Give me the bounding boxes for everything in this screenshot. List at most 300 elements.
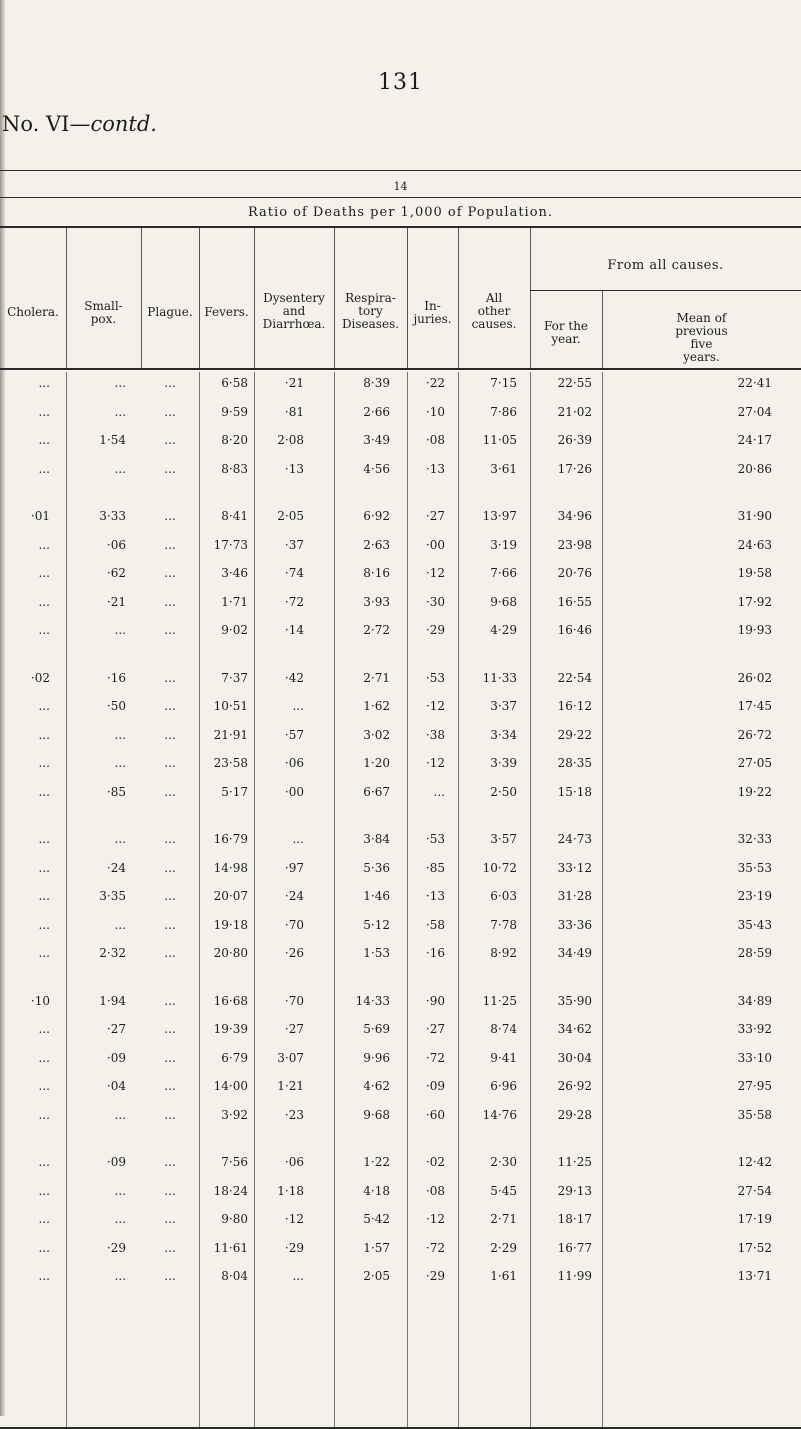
cell-injuries: ·72 [425, 1240, 445, 1255]
header-divider [141, 228, 142, 368]
cell-other-causes: 3·37 [490, 699, 517, 713]
header-injuries-line: In- [424, 299, 441, 313]
cell-fevers: 19·18 [213, 917, 248, 932]
cell-respiratory: 2·71 [363, 670, 390, 685]
cell-dysentery: ·72 [284, 594, 304, 609]
cell-injuries: ·02 [425, 1155, 445, 1169]
cell-dysentery: ·29 [284, 1240, 304, 1255]
header-mean-previous-five-years [602, 312, 801, 364]
cell-other-causes: 2·29 [490, 1240, 517, 1255]
header-for-the-year [530, 320, 602, 346]
cell-for-the-year: 34·62 [557, 1022, 592, 1036]
cell-other-causes: 14·76 [482, 1107, 517, 1122]
cell-dysentery: ·70 [284, 917, 304, 932]
cell-plague: ... [164, 727, 176, 742]
cell-injuries: ·00 [425, 537, 445, 552]
header-injuries [407, 300, 458, 326]
header-divider [407, 228, 408, 368]
table-row [0, 538, 801, 560]
cell-fevers: 6·79 [221, 1050, 248, 1065]
cell-injuries: ·85 [425, 860, 445, 875]
cell-plague: ... [164, 404, 176, 419]
cell-smallpox: 3·33 [99, 509, 126, 523]
cell-cholera: ... [38, 1183, 50, 1198]
cell-plague: ... [164, 1155, 176, 1169]
heading-suffix: —contd. [69, 112, 157, 136]
cell-plague: ... [164, 376, 176, 390]
header-other-line: All [485, 291, 503, 305]
cell-other-causes: 4·29 [490, 623, 517, 637]
table-row [0, 728, 801, 750]
cell-dysentery: ·06 [284, 1155, 304, 1169]
cell-cholera: ·10 [30, 993, 50, 1008]
rule-below-column-number [0, 197, 801, 198]
cell-injuries: ·27 [425, 1022, 445, 1036]
cell-cholera: ... [38, 566, 50, 580]
cell-mean-five-years: 27·54 [737, 1183, 772, 1198]
header-divider [66, 228, 67, 368]
header-mean-line: five [690, 337, 713, 351]
table-row [0, 462, 801, 484]
cell-other-causes: 6·96 [490, 1079, 517, 1093]
table-row [0, 376, 801, 398]
cell-cholera: ... [38, 946, 50, 960]
cell-mean-five-years: 33·92 [737, 1022, 772, 1036]
header-dysentery-line: Dysentery [263, 291, 325, 305]
cell-smallpox: ·09 [106, 1050, 126, 1065]
cell-smallpox: 2·32 [99, 946, 126, 960]
cell-injuries: ·08 [425, 433, 445, 447]
cell-injuries: ·12 [425, 756, 445, 770]
cell-fevers: 8·04 [221, 1269, 248, 1283]
cell-mean-five-years: 32·33 [737, 832, 772, 846]
cell-plague: ... [164, 461, 176, 476]
cell-mean-five-years: 23·19 [737, 889, 772, 903]
cell-smallpox: ·85 [106, 784, 126, 799]
cell-other-causes: 7·15 [490, 376, 517, 390]
cell-injuries: ·29 [425, 623, 445, 637]
cell-smallpox: ... [114, 1183, 126, 1198]
cell-cholera: ... [38, 1079, 50, 1093]
cell-cholera: ... [38, 1050, 50, 1065]
cell-injuries: ·12 [425, 699, 445, 713]
cell-smallpox: ... [114, 623, 126, 637]
header-other-line: causes. [471, 317, 517, 331]
cell-cholera: ·01 [30, 509, 50, 523]
header-respiratory-line: tory [358, 304, 383, 318]
cell-plague: ... [164, 993, 176, 1008]
cell-cholera: ... [38, 784, 50, 799]
cell-dysentery: ·23 [284, 1107, 304, 1122]
cell-cholera: ... [38, 537, 50, 552]
cell-respiratory: 8·39 [363, 376, 390, 390]
cell-respiratory: 2·05 [363, 1269, 390, 1283]
cell-plague: ... [164, 1022, 176, 1036]
cell-cholera: ... [38, 1107, 50, 1122]
cell-mean-five-years: 27·04 [737, 404, 772, 419]
cell-respiratory: 9·96 [363, 1050, 390, 1065]
cell-fevers: 7·56 [221, 1155, 248, 1169]
cell-other-causes: 2·50 [490, 784, 517, 799]
cell-other-causes: 6·03 [490, 889, 517, 903]
cell-plague: ... [164, 784, 176, 799]
cell-other-causes: 1·61 [490, 1269, 517, 1283]
cell-dysentery: ... [292, 832, 304, 846]
cell-cholera: ... [38, 889, 50, 903]
table-row [0, 433, 801, 455]
cell-cholera: ... [38, 623, 50, 637]
header-smallpox-line: pox. [90, 312, 117, 326]
cell-fevers: 8·83 [221, 461, 248, 476]
cell-fevers: 20·07 [213, 889, 248, 903]
cell-injuries: ·12 [425, 566, 445, 580]
cell-smallpox: 3·35 [99, 889, 126, 903]
cell-fevers: 18·24 [213, 1183, 248, 1198]
cell-respiratory: 14·33 [355, 993, 390, 1008]
header-respiratory-line: Respira- [345, 291, 396, 305]
cell-fevers: 19·39 [213, 1022, 248, 1036]
cell-other-causes: 3·34 [490, 727, 517, 742]
cell-smallpox: ·50 [106, 699, 126, 713]
cell-for-the-year: 31·28 [557, 889, 592, 903]
table-row [0, 566, 801, 588]
cell-fevers: 6·58 [221, 376, 248, 390]
cell-dysentery: ·57 [284, 727, 304, 742]
cell-dysentery: 1·21 [277, 1079, 304, 1093]
cell-cholera: ... [38, 1269, 50, 1283]
header-dysentery [254, 292, 334, 331]
table-row [0, 405, 801, 427]
header-cholera: Cholera. [7, 305, 59, 319]
cell-smallpox: ... [114, 756, 126, 770]
cell-plague: ... [164, 509, 176, 523]
cell-other-causes: 10·72 [482, 860, 517, 875]
cell-respiratory: 1·62 [363, 699, 390, 713]
header-year-line: year. [551, 332, 581, 346]
cell-other-causes: 5·45 [490, 1183, 517, 1198]
cell-dysentery: 2·08 [277, 433, 304, 447]
cell-respiratory: 5·12 [363, 917, 390, 932]
cell-for-the-year: 16·46 [557, 623, 592, 637]
cell-fevers: 11·61 [213, 1240, 248, 1255]
cell-dysentery: ·13 [284, 461, 304, 476]
header-mean-line: previous [675, 324, 728, 338]
table-row [0, 946, 801, 968]
header-from-all-causes: From all causes. [607, 258, 724, 273]
cell-mean-five-years: 17·52 [737, 1240, 772, 1255]
cell-dysentery: ·06 [284, 756, 304, 770]
cell-mean-five-years: 24·63 [737, 537, 772, 552]
cell-respiratory: 2·66 [363, 404, 390, 419]
cell-smallpox: ... [114, 1269, 126, 1283]
cell-plague: ... [164, 832, 176, 846]
cell-mean-five-years: 27·05 [737, 756, 772, 770]
cell-respiratory: 3·02 [363, 727, 390, 742]
cell-other-causes: 3·39 [490, 756, 517, 770]
cell-plague: ... [164, 946, 176, 960]
cell-other-causes: 3·61 [490, 461, 517, 476]
cell-injuries: ·22 [425, 376, 445, 390]
cell-plague: ... [164, 623, 176, 637]
cell-other-causes: 11·25 [482, 993, 517, 1008]
cell-respiratory: 8·16 [363, 566, 390, 580]
cell-mean-five-years: 35·53 [737, 860, 772, 875]
table-row [0, 1184, 801, 1206]
cell-other-causes: 7·78 [490, 917, 517, 932]
cell-cholera: ... [38, 917, 50, 932]
cell-fevers: 17·73 [213, 537, 248, 552]
heading-numeral: VI [46, 112, 70, 136]
table-row [0, 1022, 801, 1044]
table-row [0, 699, 801, 721]
cell-mean-five-years: 22·41 [737, 376, 772, 390]
cell-respiratory: 2·63 [363, 537, 390, 552]
cell-dysentery: ... [292, 1269, 304, 1283]
cell-for-the-year: 29·13 [557, 1183, 592, 1198]
heading-prefix: No. [2, 112, 46, 136]
cell-other-causes: 9·68 [490, 594, 517, 609]
cell-respiratory: 4·18 [363, 1183, 390, 1198]
header-other-causes [458, 292, 530, 331]
cell-smallpox: ·04 [106, 1079, 126, 1093]
cell-respiratory: 1·46 [363, 889, 390, 903]
cell-plague: ... [164, 889, 176, 903]
cell-smallpox: ·62 [106, 566, 126, 580]
table-row [0, 1269, 801, 1291]
table-row [0, 1241, 801, 1263]
cell-respiratory: 5·42 [363, 1212, 390, 1226]
table-row [0, 1212, 801, 1234]
cell-mean-five-years: 24·17 [737, 433, 772, 447]
table-row [0, 595, 801, 617]
cell-for-the-year: 29·22 [557, 727, 592, 742]
cell-dysentery: ·42 [284, 670, 304, 685]
header-divider [530, 228, 531, 368]
table-row [0, 785, 801, 807]
header-respiratory-line: Diseases. [341, 317, 400, 331]
cell-cholera: ... [38, 1240, 50, 1255]
cell-cholera: ... [38, 1022, 50, 1036]
cell-other-causes: 2·71 [490, 1212, 517, 1226]
cell-injuries: ·12 [425, 1212, 445, 1226]
cell-for-the-year: 11·99 [557, 1269, 592, 1283]
cell-plague: ... [164, 1269, 176, 1283]
cell-other-causes: 13·97 [482, 509, 517, 523]
cell-injuries: ·30 [425, 594, 445, 609]
cell-mean-five-years: 19·93 [737, 623, 772, 637]
cell-smallpox: ·21 [106, 594, 126, 609]
cell-for-the-year: 16·77 [557, 1240, 592, 1255]
cell-for-the-year: 34·96 [557, 509, 592, 523]
header-respiratory [334, 292, 407, 331]
cell-mean-five-years: 35·58 [737, 1107, 772, 1122]
cell-smallpox: 1·54 [99, 433, 126, 447]
header-top-rule [0, 226, 801, 228]
cell-other-causes: 8·92 [490, 946, 517, 960]
table-row [0, 861, 801, 883]
cell-smallpox: ·24 [106, 860, 126, 875]
cell-mean-five-years: 17·45 [737, 699, 772, 713]
cell-for-the-year: 23·98 [557, 537, 592, 552]
table-row [0, 623, 801, 645]
cell-for-the-year: 22·55 [557, 376, 592, 390]
cell-fevers: 1·71 [221, 594, 248, 609]
cell-plague: ... [164, 1079, 176, 1093]
cell-dysentery: ... [292, 699, 304, 713]
header-bottom-rule [0, 368, 801, 370]
cell-injuries: ·29 [425, 1269, 445, 1283]
cell-dysentery: ·81 [284, 404, 304, 419]
cell-plague: ... [164, 1107, 176, 1122]
cell-fevers: 3·46 [221, 566, 248, 580]
cell-fevers: 9·02 [221, 623, 248, 637]
cell-other-causes: 11·33 [482, 670, 517, 685]
header-other-line: other [477, 304, 511, 318]
cell-cholera: ... [38, 1212, 50, 1226]
cell-smallpox: ·29 [106, 1240, 126, 1255]
cell-for-the-year: 24·73 [557, 832, 592, 846]
cell-respiratory: 2·72 [363, 623, 390, 637]
cell-cholera: ... [38, 404, 50, 419]
cell-respiratory: 9·68 [363, 1107, 390, 1122]
cell-smallpox: ·16 [106, 670, 126, 685]
cell-dysentery: ·74 [284, 566, 304, 580]
cell-injuries: ·13 [425, 889, 445, 903]
cell-mean-five-years: 17·19 [737, 1212, 772, 1226]
cell-respiratory: 5·36 [363, 860, 390, 875]
cell-plague: ... [164, 537, 176, 552]
cell-mean-five-years: 31·90 [737, 509, 772, 523]
cell-smallpox: ... [114, 1212, 126, 1226]
cell-for-the-year: 34·49 [557, 946, 592, 960]
cell-injuries: ·16 [425, 946, 445, 960]
page-number: 131 [378, 70, 423, 95]
cell-respiratory: 6·67 [363, 784, 390, 799]
cell-injuries: ·13 [425, 461, 445, 476]
cell-for-the-year: 16·12 [557, 699, 592, 713]
header-year-line: For the [543, 319, 589, 333]
cell-plague: ... [164, 433, 176, 447]
cell-for-the-year: 30·04 [557, 1050, 592, 1065]
table-row [0, 509, 801, 531]
cell-smallpox: ... [114, 727, 126, 742]
cell-plague: ... [164, 917, 176, 932]
cell-for-the-year: 26·92 [557, 1079, 592, 1093]
cell-cholera: ... [38, 699, 50, 713]
header-injuries-line: juries. [413, 312, 452, 326]
header-mean-line: Mean of [676, 311, 727, 325]
cell-respiratory: 3·49 [363, 433, 390, 447]
cell-injuries: ·53 [425, 670, 445, 685]
cell-plague: ... [164, 860, 176, 875]
column-number: 14 [393, 180, 408, 193]
cell-dysentery: ·24 [284, 889, 304, 903]
cell-fevers: 9·59 [221, 404, 248, 419]
table-row [0, 1051, 801, 1073]
cell-for-the-year: 16·55 [557, 594, 592, 609]
cell-cholera: ... [38, 756, 50, 770]
cell-dysentery: ·37 [284, 537, 304, 552]
cell-for-the-year: 17·26 [557, 461, 592, 476]
cell-other-causes: 2·30 [490, 1155, 517, 1169]
cell-smallpox: ... [114, 461, 126, 476]
cell-injuries: ·90 [425, 993, 445, 1008]
cell-for-the-year: 33·36 [557, 917, 592, 932]
cell-mean-five-years: 17·92 [737, 594, 772, 609]
cell-other-causes: 3·57 [490, 832, 517, 846]
table-row [0, 889, 801, 911]
section-heading [2, 112, 157, 136]
cell-respiratory: 4·62 [363, 1079, 390, 1093]
header-mean-line: years. [683, 350, 720, 364]
cell-fevers: 14·98 [213, 860, 248, 875]
cell-mean-five-years: 26·72 [737, 727, 772, 742]
cell-smallpox: ... [114, 832, 126, 846]
cell-smallpox: 1·94 [99, 993, 126, 1008]
cell-dysentery: ·12 [284, 1212, 304, 1226]
cell-plague: ... [164, 756, 176, 770]
cell-mean-five-years: 34·89 [737, 993, 772, 1008]
cell-mean-five-years: 33·10 [737, 1050, 772, 1065]
header-dysentery-line: and [282, 304, 306, 318]
cell-injuries: ·53 [425, 832, 445, 846]
cell-cholera: ... [38, 727, 50, 742]
cell-injuries: ... [433, 784, 445, 799]
cell-plague: ... [164, 670, 176, 685]
cell-smallpox: ... [114, 1107, 126, 1122]
cell-dysentery: 1·18 [277, 1183, 304, 1198]
cell-injuries: ·38 [425, 727, 445, 742]
cell-other-causes: 7·86 [490, 404, 517, 419]
cell-other-causes: 7·66 [490, 566, 517, 580]
cell-fevers: 14·00 [213, 1079, 248, 1093]
cell-for-the-year: 11·25 [557, 1155, 592, 1169]
table-row [0, 1155, 801, 1177]
header-divider [199, 228, 200, 368]
cell-dysentery: ·21 [284, 376, 304, 390]
cell-fevers: 16·68 [213, 993, 248, 1008]
cell-for-the-year: 29·28 [557, 1107, 592, 1122]
cell-injuries: ·27 [425, 509, 445, 523]
cell-cholera: ... [38, 860, 50, 875]
cell-cholera: ... [38, 832, 50, 846]
cell-plague: ... [164, 1212, 176, 1226]
cell-fevers: 20·80 [213, 946, 248, 960]
cell-smallpox: ... [114, 376, 126, 390]
cell-cholera: ... [38, 433, 50, 447]
cell-mean-five-years: 28·59 [737, 946, 772, 960]
cell-other-causes: 11·05 [482, 433, 517, 447]
cell-for-the-year: 33·12 [557, 860, 592, 875]
cell-cholera: ... [38, 594, 50, 609]
table-row [0, 994, 801, 1016]
cell-respiratory: 1·57 [363, 1240, 390, 1255]
cell-fevers: 10·51 [213, 699, 248, 713]
cell-injuries: ·10 [425, 404, 445, 419]
cell-fevers: 8·20 [221, 433, 248, 447]
cell-injuries: ·08 [425, 1183, 445, 1198]
cell-for-the-year: 28·35 [557, 756, 592, 770]
cell-respiratory: 4·56 [363, 461, 390, 476]
cell-dysentery: ·27 [284, 1022, 304, 1036]
cell-respiratory: 1·53 [363, 946, 390, 960]
table-row [0, 832, 801, 854]
cell-mean-five-years: 27·95 [737, 1079, 772, 1093]
cell-for-the-year: 22·54 [557, 670, 592, 685]
cell-fevers: 3·92 [221, 1107, 248, 1122]
cell-mean-five-years: 12·42 [737, 1155, 772, 1169]
cell-plague: ... [164, 699, 176, 713]
